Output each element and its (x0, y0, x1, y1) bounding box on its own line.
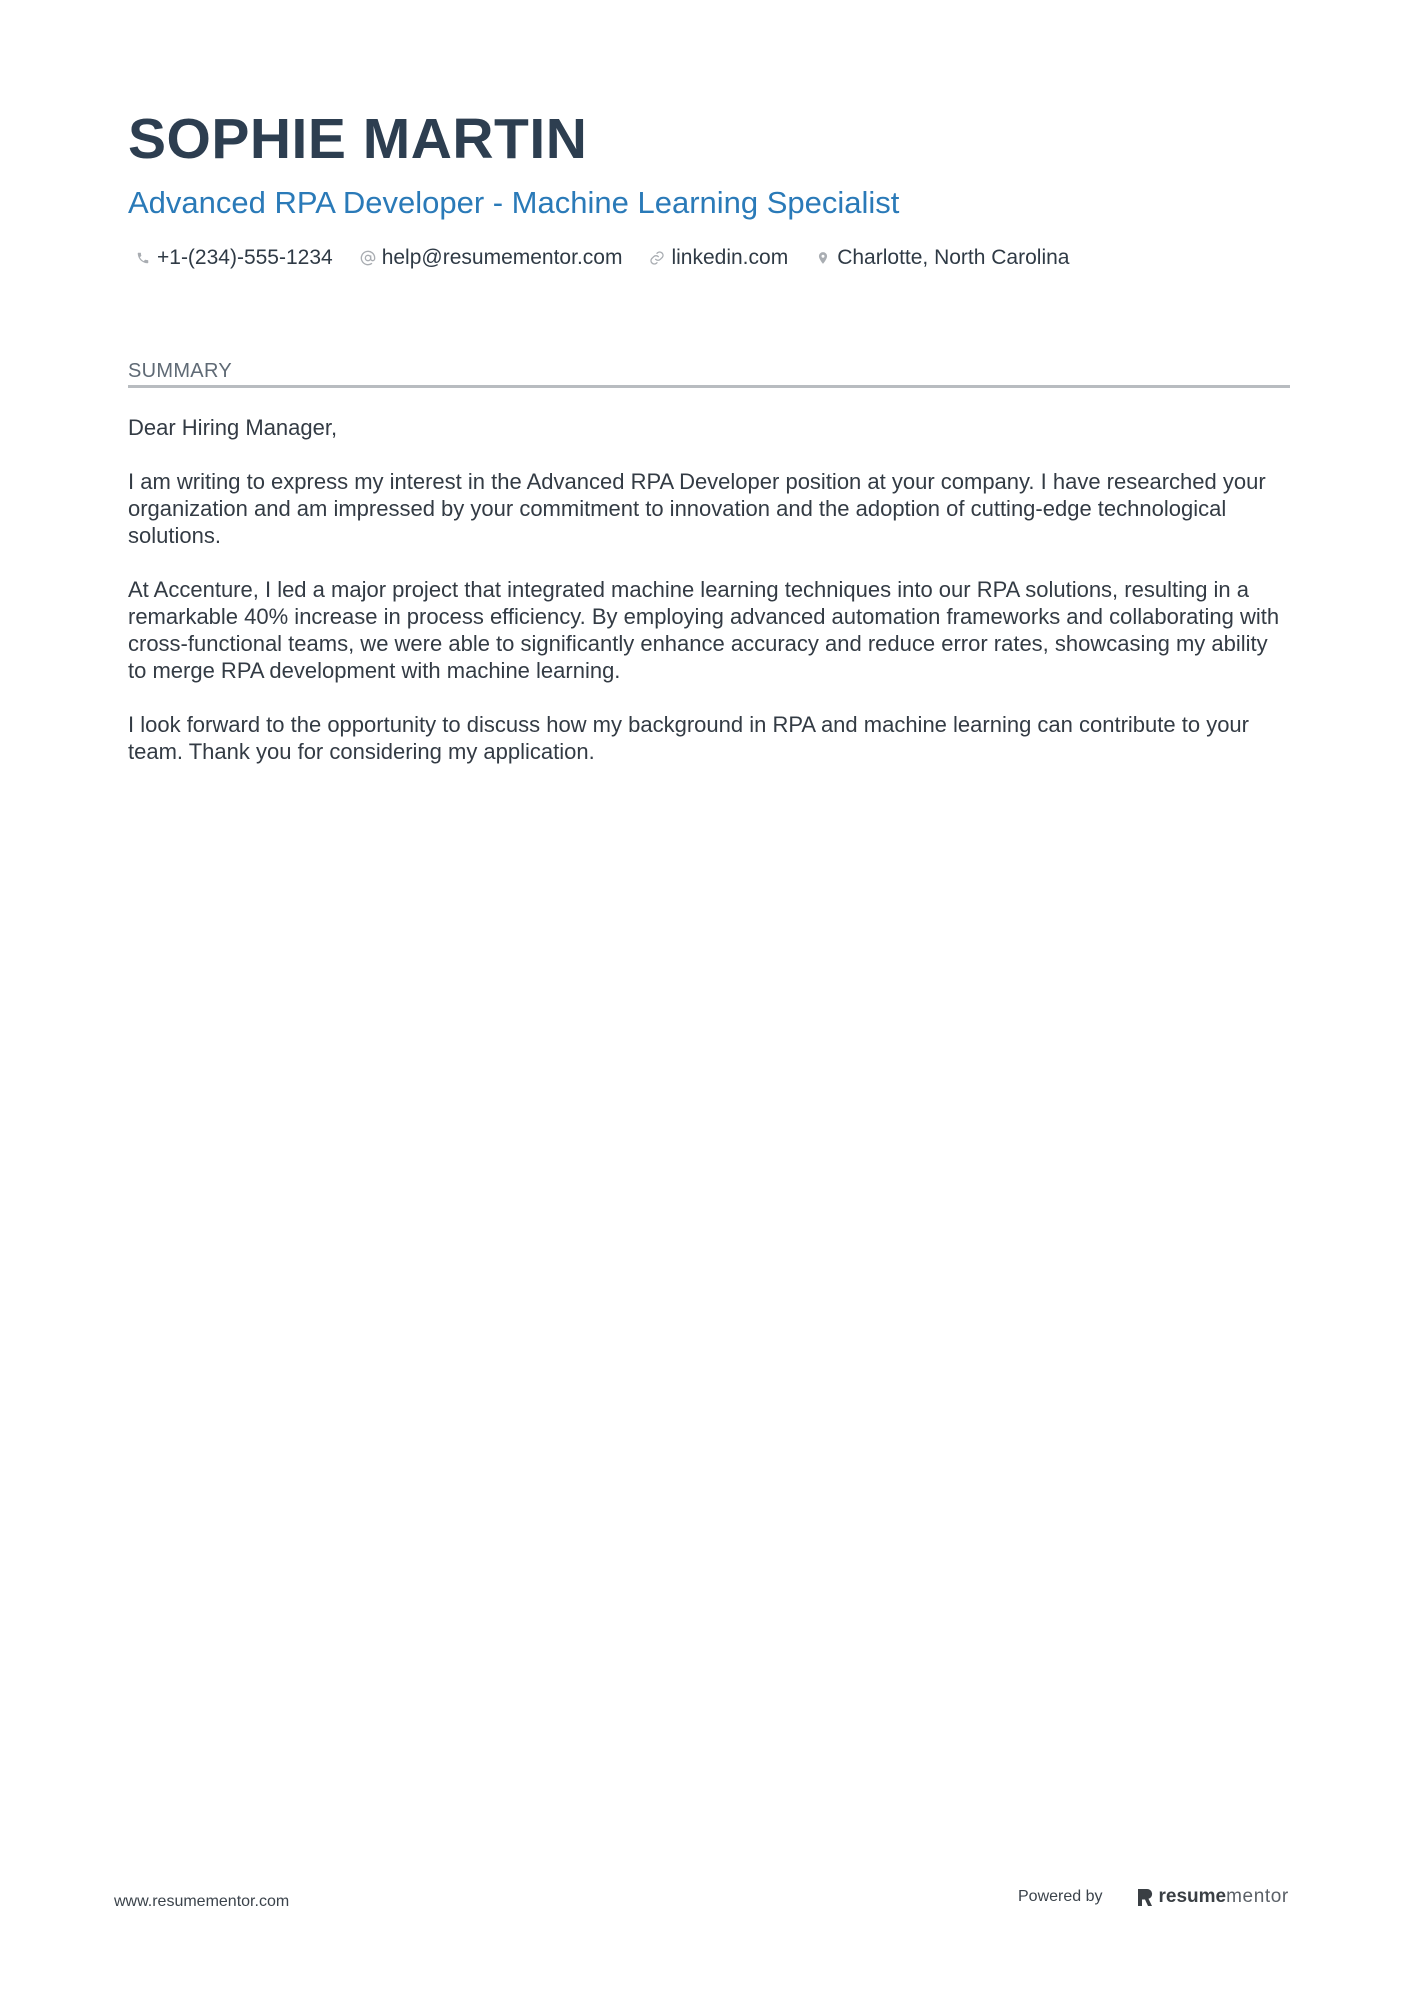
brand-logo[interactable] (1135, 1886, 1289, 1908)
phone-icon (134, 249, 152, 267)
summary-heading: SUMMARY (128, 360, 1290, 388)
link-text[interactable]: linkedin.com (671, 246, 789, 269)
contact-phone (134, 246, 333, 270)
contact-location (814, 246, 1069, 270)
location-pin-icon (814, 249, 832, 267)
contact-email[interactable] (359, 246, 623, 270)
link-icon (648, 249, 666, 267)
paragraph: At Accenture, I led a major project that integrated machine learning techniques into our RPA solutions, resulting in a remarkable 40% increase in process efficiency. By employing advanced automation frameworks and collaborating with cross-functional teams, we were able to significantly enhance accuracy and reduce error rates, showcasing my ability to merge RPA development with machine learning. (128, 577, 1280, 683)
job-title: Advanced RPA Developer - Machine Learning Specialist (128, 185, 900, 220)
brand-name-bold: resume (1158, 1886, 1227, 1907)
email-text[interactable]: help@resumementor.com (381, 246, 623, 269)
phone-text: +1-(234)-555-1234 (157, 246, 333, 269)
brand-name-light: mentor (1226, 1886, 1289, 1907)
paragraph: I look forward to the opportunity to discuss how my background in RPA and machine learning can contribute to your team. Thank you for considering my application. (128, 712, 1249, 764)
footer-website[interactable]: www.resumementor.com (114, 1893, 290, 1910)
paragraph: I am writing to express my interest in the Advanced RPA Developer position at your company. I have researched your organization and am impressed by your commitment to innovation and the adoption of cutting-edge technological solutions. (128, 469, 1266, 548)
footer-branding (1018, 1886, 1289, 1908)
contact-bar (134, 246, 1095, 270)
candidate-name: SOPHIE MARTIN (128, 107, 588, 171)
powered-by-label: Powered by (1018, 1888, 1103, 1905)
summary-body (128, 414, 1290, 792)
contact-link[interactable] (648, 246, 788, 270)
at-sign-icon (359, 249, 377, 267)
brand-mark-icon (1135, 1886, 1155, 1908)
location-text: Charlotte, North Carolina (837, 246, 1070, 269)
greeting: Dear Hiring Manager, (128, 415, 338, 440)
